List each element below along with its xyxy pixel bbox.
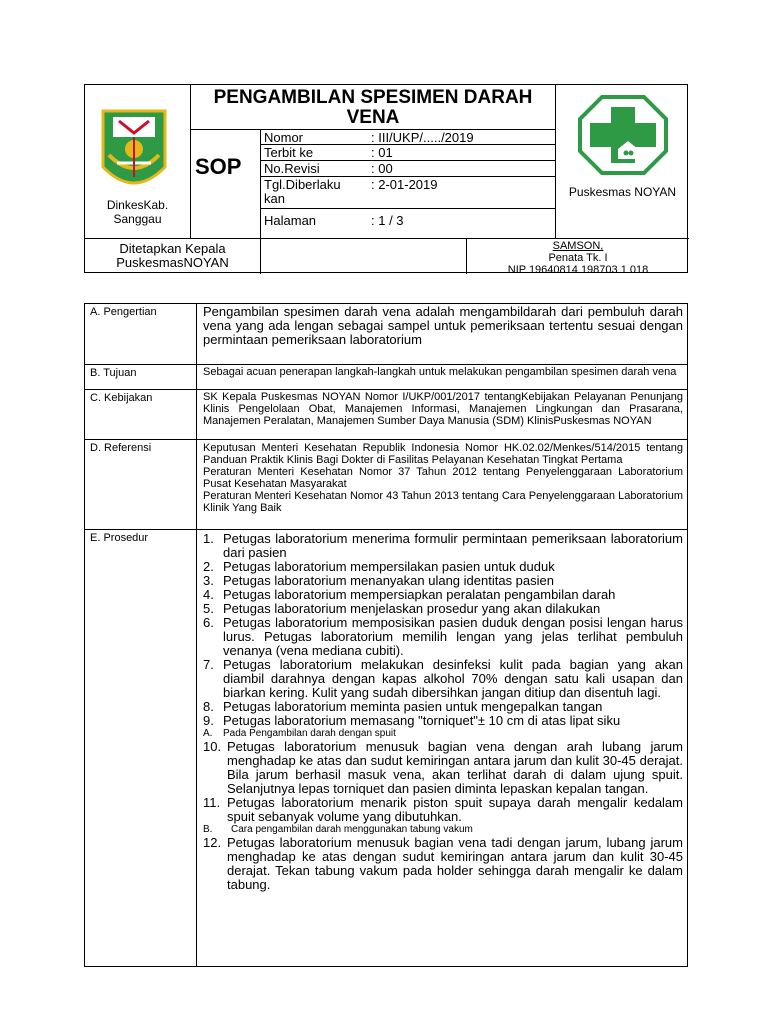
row-pengertian [85,304,687,365]
prosedur-step: 5. Petugas laboratorium menjelaskan prosedur yang akan dilakukan [203,601,601,616]
meta-row-tgl [261,177,555,209]
referensi-item: Peraturan Menteri Kesehatan Nomor 43 Tahun 2013 tentang Cara Penyelenggaraan Laboratorium Klinik Yang Baik [203,490,683,514]
meta-key: Halaman [264,213,317,228]
meta-key: Terbit ke [264,145,314,160]
row-referensi [85,440,687,530]
kebijakan-text: SK Kepala Puskesmas NOYAN Nomor I/UKP/001/2017 tentangKebijakan Pelayanan Penunjang Klinis Pengelolaan Obat, Manajemen Informasi, Manajemen Lingkungan dan Prasarana, Manajemen Peralatan, Manajemen Sumber Daya Manusia (SDM) KlinisPuskesmas NOYAN [203,391,683,427]
prosedur-step: 7. Petugas laboratorium melakukan desinfeksi kulit pada bagian yang akan diambil darahnya dengan kapas alkohol 70% dengan satu kali usapan dan biarkan kering. Kulit yang sudah dibersihkan jangan ditiup dan disentuh lagi. [203,657,683,700]
referensi-item: Peraturan Menteri Kesehatan Nomor 37 Tahun 2012 tentang Penyelenggaraan Laboratorium Pusat Kesehatan Masyarakat [203,466,683,490]
meta-row-nomor [261,130,555,145]
referensi-list [203,440,683,514]
row-tujuan [85,365,687,390]
meta-key: Tgl.Diberlaku kan [264,177,341,206]
prosedur-step: 9. Petugas laboratorium memasang "torniquet"± 10 cm di atas lipat siku [203,713,621,728]
signer-name: SAMSON, [552,240,604,252]
puskesmas-logo-cell [555,85,689,238]
ditetapkan-label: Ditetapkan Kepala PuskesmasNOYAN [85,238,261,274]
prosedur-step: 4. Petugas laboratorium mempersiapkan peralatan pengambilan darah [203,587,616,602]
sop-label: SOP [191,130,261,238]
meta-row-revisi [261,161,555,177]
meta-value: : 2-01-2019 [371,177,438,192]
meta-value: : 00 [371,161,393,176]
prosedur-step: 6. Petugas laboratorium memposisikan pasien duduk dengan posisi lengan harus lurus. Petugas laboratorium memilih lengan yang jelas terlihat pembuluh venanya (vena mediana cubiti). [203,615,683,658]
meta-key: No.Revisi [264,161,320,176]
pengertian-text: Pengambilan spesimen darah vena adalah mengambildarah dari pembuluh darah vena yang ada lengan sebagai sampel untuk pemeriksaan tertentu sesuai dengan permintaan pemeriksaan laboratorium [203,304,683,347]
prosedur-list [203,530,683,892]
section-label: B. Tujuan [85,365,197,389]
signer-block [467,238,689,274]
section-label: C. Kebijakan [85,390,197,439]
dinkes-caption: DinkesKab. Sanggau [106,198,169,226]
prosedur-step: 10. Petugas laboratorium menusuk bagian vena dengan arah lubang jarum menghadap ke atas dan sudut kemiringan antara jarum dan kulit 30-45 derajat. Bila jarum berhasil masuk vena, akan terlihat darah di dalam ujung spuit. Selanjutnya lepas torniquet dan pasien diminta lepaskan kepalan tangan. [203,739,683,796]
section-label: A. Pengertian [85,304,197,364]
section-label: D. Referensi [85,440,197,529]
prosedur-subheading: B. Cara pengambilan darah menggunakan tabung vakum [203,824,473,835]
meta-value: : 1 / 3 [371,213,404,228]
prosedur-step: 12. Petugas laboratorium menusuk bagian vena tadi dengan jarum, lubang jarum menghadap ke atas dengan sudut kemiringan antara jarum dan kulit 30-45 derajat. Tekan tabung vakum pada holder sehingga darah mengalir ke dalam tabung. [203,835,683,892]
signer-nip: NIP 19640814 198703 1 018 [507,264,649,276]
sop-content-table [84,303,688,967]
row-kebijakan [85,390,687,440]
document-title: PENGAMBILAN SPESIMEN DARAH VENA [191,85,555,130]
prosedur-step: 2. Petugas laboratorium mempersilakan pasien untuk duduk [203,559,555,574]
meta-value: : III/UKP/...../2019 [371,130,474,145]
meta-key: Nomor [264,130,304,145]
puskesmas-caption: Puskesmas NOYAN [568,185,677,199]
referensi-item: Keputusan Menteri Kesehatan Republik Indonesia Nomor HK.02.02/Menkes/514/2015 tentang Panduan Praktik Klinis Bagi Dokter di Fasilitas Pelayanan Kesehatan Tingkat Pertama [203,442,683,466]
puskesmas-logo [578,95,668,175]
section-label: E. Prosedur [85,530,197,966]
document-meta [261,130,555,238]
meta-value: : 01 [371,145,393,160]
prosedur-step: 11. Petugas laboratorium menarik piston spuit supaya darah mengalir kedalam spuit sebanyak volume yang dibutuhkan. [203,795,683,824]
row-prosedur [85,530,687,966]
prosedur-step: 8. Petugas laboratorium meminta pasien untuk mengepalkan tangan [203,699,603,714]
sop-header-table [84,84,688,276]
prosedur-subheading: A. Pada Pengambilan darah dengan spuit [203,728,396,739]
sanggau-regency-emblem [99,107,169,199]
meta-row-halaman [261,209,555,238]
signer-rank: Penata Tk. I [548,252,608,264]
tujuan-text: Sebagai acuan penerapan langkah-langkah untuk melakukan pengambilan spesimen darah vena [203,366,677,378]
signature-space [261,238,467,274]
meta-row-terbit [261,145,555,161]
prosedur-step: 1. Petugas laboratorium menerima formulir permintaan pemeriksaan laboratorium dari pasien [203,531,683,560]
dinkes-logo-cell [85,85,191,238]
prosedur-step: 3. Petugas laboratorium menanyakan ulang identitas pasien [203,573,554,588]
